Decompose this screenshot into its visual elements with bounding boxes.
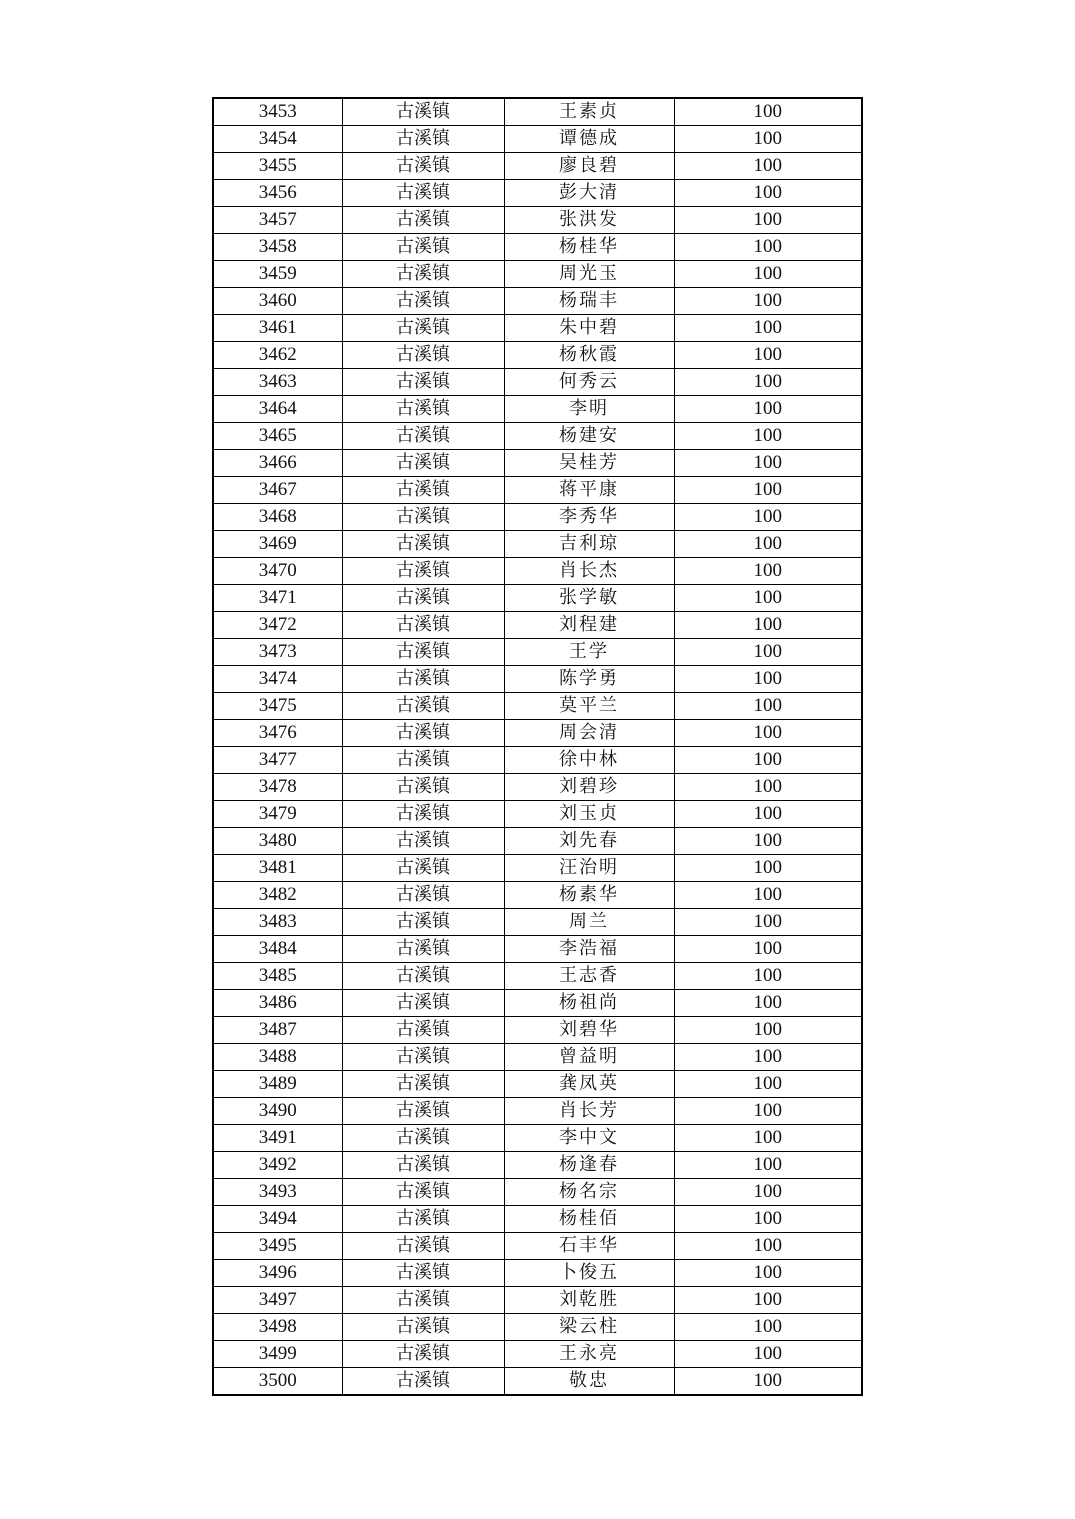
cell-person-name: 徐中林 — [504, 747, 674, 774]
cell-amount: 100 — [674, 1044, 862, 1071]
cell-amount: 100 — [674, 585, 862, 612]
cell-amount: 100 — [674, 747, 862, 774]
cell-serial-number: 3469 — [213, 531, 342, 558]
cell-town: 古溪镇 — [342, 1179, 504, 1206]
cell-person-name: 王学 — [504, 639, 674, 666]
cell-town: 古溪镇 — [342, 639, 504, 666]
table-row — [213, 801, 862, 828]
cell-person-name: 陈学勇 — [504, 666, 674, 693]
cell-serial-number: 3491 — [213, 1125, 342, 1152]
cell-amount: 100 — [674, 98, 862, 126]
cell-serial-number: 3456 — [213, 180, 342, 207]
cell-person-name: 张学敏 — [504, 585, 674, 612]
cell-town: 古溪镇 — [342, 477, 504, 504]
cell-amount: 100 — [674, 1233, 862, 1260]
cell-amount: 100 — [674, 477, 862, 504]
table-row — [213, 963, 862, 990]
cell-person-name: 杨逢春 — [504, 1152, 674, 1179]
cell-amount: 100 — [674, 396, 862, 423]
cell-person-name: 周兰 — [504, 909, 674, 936]
cell-serial-number: 3473 — [213, 639, 342, 666]
cell-person-name: 周会清 — [504, 720, 674, 747]
table-row — [213, 1341, 862, 1368]
table-row — [213, 288, 862, 315]
table-row — [213, 126, 862, 153]
cell-amount: 100 — [674, 936, 862, 963]
cell-amount: 100 — [674, 1260, 862, 1287]
cell-person-name: 刘乾胜 — [504, 1287, 674, 1314]
cell-person-name: 杨建安 — [504, 423, 674, 450]
cell-town: 古溪镇 — [342, 1260, 504, 1287]
cell-town: 古溪镇 — [342, 531, 504, 558]
cell-town: 古溪镇 — [342, 1206, 504, 1233]
cell-person-name: 杨素华 — [504, 882, 674, 909]
cell-serial-number: 3460 — [213, 288, 342, 315]
cell-amount: 100 — [674, 288, 862, 315]
cell-serial-number: 3500 — [213, 1368, 342, 1396]
cell-person-name: 蒋平康 — [504, 477, 674, 504]
cell-town: 古溪镇 — [342, 666, 504, 693]
cell-amount: 100 — [674, 180, 862, 207]
table-row — [213, 450, 862, 477]
cell-amount: 100 — [674, 666, 862, 693]
cell-person-name: 朱中碧 — [504, 315, 674, 342]
cell-person-name: 刘先春 — [504, 828, 674, 855]
cell-town: 古溪镇 — [342, 180, 504, 207]
cell-person-name: 李秀华 — [504, 504, 674, 531]
cell-town: 古溪镇 — [342, 963, 504, 990]
cell-amount: 100 — [674, 1287, 862, 1314]
cell-serial-number: 3468 — [213, 504, 342, 531]
table-row — [213, 1044, 862, 1071]
cell-person-name: 莫平兰 — [504, 693, 674, 720]
cell-amount: 100 — [674, 504, 862, 531]
cell-serial-number: 3482 — [213, 882, 342, 909]
cell-person-name: 杨桂佰 — [504, 1206, 674, 1233]
cell-person-name: 廖良碧 — [504, 153, 674, 180]
cell-serial-number: 3462 — [213, 342, 342, 369]
cell-serial-number: 3486 — [213, 990, 342, 1017]
table-row — [213, 828, 862, 855]
cell-serial-number: 3488 — [213, 1044, 342, 1071]
cell-person-name: 李明 — [504, 396, 674, 423]
cell-serial-number: 3474 — [213, 666, 342, 693]
cell-town: 古溪镇 — [342, 423, 504, 450]
cell-serial-number: 3487 — [213, 1017, 342, 1044]
cell-serial-number: 3495 — [213, 1233, 342, 1260]
cell-town: 古溪镇 — [342, 126, 504, 153]
cell-town: 古溪镇 — [342, 288, 504, 315]
cell-serial-number: 3497 — [213, 1287, 342, 1314]
cell-person-name: 李浩福 — [504, 936, 674, 963]
cell-serial-number: 3454 — [213, 126, 342, 153]
table-row — [213, 720, 862, 747]
cell-serial-number: 3466 — [213, 450, 342, 477]
cell-serial-number: 3461 — [213, 315, 342, 342]
table-row — [213, 1125, 862, 1152]
table-row — [213, 585, 862, 612]
cell-amount: 100 — [674, 1125, 862, 1152]
cell-serial-number: 3489 — [213, 1071, 342, 1098]
cell-person-name: 龚凤英 — [504, 1071, 674, 1098]
table-row — [213, 666, 862, 693]
cell-town: 古溪镇 — [342, 585, 504, 612]
cell-serial-number: 3492 — [213, 1152, 342, 1179]
cell-town: 古溪镇 — [342, 855, 504, 882]
cell-person-name: 王素贞 — [504, 98, 674, 126]
cell-amount: 100 — [674, 693, 862, 720]
table-row — [213, 558, 862, 585]
cell-amount: 100 — [674, 1206, 862, 1233]
cell-serial-number: 3457 — [213, 207, 342, 234]
cell-person-name: 吴桂芳 — [504, 450, 674, 477]
cell-serial-number: 3459 — [213, 261, 342, 288]
cell-person-name: 杨瑞丰 — [504, 288, 674, 315]
table-row — [213, 153, 862, 180]
cell-person-name: 曾益明 — [504, 1044, 674, 1071]
table-row — [213, 207, 862, 234]
table-row — [213, 639, 862, 666]
cell-amount: 100 — [674, 828, 862, 855]
cell-town: 古溪镇 — [342, 234, 504, 261]
cell-town: 古溪镇 — [342, 558, 504, 585]
cell-town: 古溪镇 — [342, 369, 504, 396]
table-row — [213, 855, 862, 882]
cell-amount: 100 — [674, 450, 862, 477]
cell-serial-number: 3477 — [213, 747, 342, 774]
cell-town: 古溪镇 — [342, 747, 504, 774]
cell-person-name: 石丰华 — [504, 1233, 674, 1260]
cell-person-name: 刘玉贞 — [504, 801, 674, 828]
cell-person-name: 杨秋霞 — [504, 342, 674, 369]
table-row — [213, 1017, 862, 1044]
cell-town: 古溪镇 — [342, 207, 504, 234]
cell-town: 古溪镇 — [342, 342, 504, 369]
table-row — [213, 990, 862, 1017]
cell-person-name: 杨名宗 — [504, 1179, 674, 1206]
cell-serial-number: 3470 — [213, 558, 342, 585]
cell-amount: 100 — [674, 963, 862, 990]
table-row — [213, 1260, 862, 1287]
cell-serial-number: 3494 — [213, 1206, 342, 1233]
cell-person-name: 李中文 — [504, 1125, 674, 1152]
cell-amount: 100 — [674, 990, 862, 1017]
cell-town: 古溪镇 — [342, 1071, 504, 1098]
table-row — [213, 774, 862, 801]
table-row — [213, 98, 862, 126]
table-row — [213, 1368, 862, 1396]
table-row — [213, 315, 862, 342]
cell-amount: 100 — [674, 1152, 862, 1179]
cell-serial-number: 3484 — [213, 936, 342, 963]
cell-amount: 100 — [674, 207, 862, 234]
table-row — [213, 261, 862, 288]
cell-person-name: 彭大清 — [504, 180, 674, 207]
cell-serial-number: 3490 — [213, 1098, 342, 1125]
cell-town: 古溪镇 — [342, 1314, 504, 1341]
cell-person-name: 卜俊五 — [504, 1260, 674, 1287]
cell-town: 古溪镇 — [342, 450, 504, 477]
table-row — [213, 1287, 862, 1314]
table-row — [213, 180, 862, 207]
cell-person-name: 何秀云 — [504, 369, 674, 396]
cell-amount: 100 — [674, 909, 862, 936]
cell-amount: 100 — [674, 234, 862, 261]
cell-serial-number: 3465 — [213, 423, 342, 450]
table-row — [213, 1314, 862, 1341]
cell-amount: 100 — [674, 342, 862, 369]
cell-town: 古溪镇 — [342, 693, 504, 720]
cell-town: 古溪镇 — [342, 1125, 504, 1152]
cell-amount: 100 — [674, 558, 862, 585]
cell-town: 古溪镇 — [342, 396, 504, 423]
cell-person-name: 吉利琼 — [504, 531, 674, 558]
cell-amount: 100 — [674, 315, 862, 342]
cell-serial-number: 3481 — [213, 855, 342, 882]
cell-serial-number: 3471 — [213, 585, 342, 612]
cell-amount: 100 — [674, 1098, 862, 1125]
cell-person-name: 刘碧华 — [504, 1017, 674, 1044]
table-row — [213, 1179, 862, 1206]
table-row — [213, 504, 862, 531]
cell-amount: 100 — [674, 612, 862, 639]
table-row — [213, 342, 862, 369]
cell-amount: 100 — [674, 774, 862, 801]
cell-serial-number: 3493 — [213, 1179, 342, 1206]
table-row — [213, 612, 862, 639]
cell-town: 古溪镇 — [342, 882, 504, 909]
table-row — [213, 1233, 862, 1260]
cell-town: 古溪镇 — [342, 1044, 504, 1071]
cell-town: 古溪镇 — [342, 774, 504, 801]
cell-serial-number: 3480 — [213, 828, 342, 855]
table-row — [213, 909, 862, 936]
table-row — [213, 1071, 862, 1098]
cell-serial-number: 3478 — [213, 774, 342, 801]
table-row — [213, 531, 862, 558]
cell-amount: 100 — [674, 639, 862, 666]
cell-town: 古溪镇 — [342, 612, 504, 639]
table-row — [213, 1206, 862, 1233]
cell-town: 古溪镇 — [342, 801, 504, 828]
cell-town: 古溪镇 — [342, 504, 504, 531]
table-row — [213, 1152, 862, 1179]
cell-person-name: 周光玉 — [504, 261, 674, 288]
cell-serial-number: 3498 — [213, 1314, 342, 1341]
table-row — [213, 1098, 862, 1125]
cell-person-name: 梁云柱 — [504, 1314, 674, 1341]
cell-person-name: 杨祖尚 — [504, 990, 674, 1017]
table-row — [213, 396, 862, 423]
cell-town: 古溪镇 — [342, 1287, 504, 1314]
cell-serial-number: 3464 — [213, 396, 342, 423]
cell-amount: 100 — [674, 423, 862, 450]
subsidy-roster-table — [212, 97, 863, 1396]
cell-town: 古溪镇 — [342, 1017, 504, 1044]
cell-serial-number: 3479 — [213, 801, 342, 828]
cell-amount: 100 — [674, 1341, 862, 1368]
cell-person-name: 杨桂华 — [504, 234, 674, 261]
roster-table-body — [213, 98, 862, 1395]
cell-town: 古溪镇 — [342, 98, 504, 126]
cell-amount: 100 — [674, 1314, 862, 1341]
cell-serial-number: 3485 — [213, 963, 342, 990]
cell-serial-number: 3467 — [213, 477, 342, 504]
cell-serial-number: 3483 — [213, 909, 342, 936]
cell-person-name: 刘碧珍 — [504, 774, 674, 801]
cell-amount: 100 — [674, 531, 862, 558]
cell-town: 古溪镇 — [342, 909, 504, 936]
cell-person-name: 汪治明 — [504, 855, 674, 882]
cell-person-name: 刘程建 — [504, 612, 674, 639]
cell-person-name: 肖长芳 — [504, 1098, 674, 1125]
table-row — [213, 693, 862, 720]
table-row — [213, 477, 862, 504]
table-row — [213, 936, 862, 963]
cell-serial-number: 3475 — [213, 693, 342, 720]
table-row — [213, 423, 862, 450]
cell-town: 古溪镇 — [342, 1098, 504, 1125]
cell-serial-number: 3455 — [213, 153, 342, 180]
cell-amount: 100 — [674, 1017, 862, 1044]
cell-town: 古溪镇 — [342, 1233, 504, 1260]
cell-person-name: 敬忠 — [504, 1368, 674, 1396]
cell-serial-number: 3496 — [213, 1260, 342, 1287]
cell-town: 古溪镇 — [342, 828, 504, 855]
cell-person-name: 谭德成 — [504, 126, 674, 153]
cell-town: 古溪镇 — [342, 153, 504, 180]
cell-town: 古溪镇 — [342, 261, 504, 288]
cell-amount: 100 — [674, 153, 862, 180]
cell-amount: 100 — [674, 855, 862, 882]
cell-serial-number: 3453 — [213, 98, 342, 126]
cell-serial-number: 3499 — [213, 1341, 342, 1368]
cell-amount: 100 — [674, 369, 862, 396]
table-row — [213, 234, 862, 261]
cell-town: 古溪镇 — [342, 936, 504, 963]
cell-town: 古溪镇 — [342, 720, 504, 747]
cell-amount: 100 — [674, 720, 862, 747]
table-row — [213, 369, 862, 396]
cell-serial-number: 3472 — [213, 612, 342, 639]
cell-amount: 100 — [674, 801, 862, 828]
cell-amount: 100 — [674, 1368, 862, 1396]
cell-amount: 100 — [674, 126, 862, 153]
cell-person-name: 肖长杰 — [504, 558, 674, 585]
cell-town: 古溪镇 — [342, 990, 504, 1017]
cell-amount: 100 — [674, 1179, 862, 1206]
cell-person-name: 王志香 — [504, 963, 674, 990]
cell-amount: 100 — [674, 882, 862, 909]
cell-amount: 100 — [674, 261, 862, 288]
cell-town: 古溪镇 — [342, 315, 504, 342]
cell-amount: 100 — [674, 1071, 862, 1098]
cell-town: 古溪镇 — [342, 1368, 504, 1396]
cell-person-name: 王永亮 — [504, 1341, 674, 1368]
cell-serial-number: 3458 — [213, 234, 342, 261]
cell-serial-number: 3476 — [213, 720, 342, 747]
table-row — [213, 747, 862, 774]
cell-person-name: 张洪发 — [504, 207, 674, 234]
cell-town: 古溪镇 — [342, 1341, 504, 1368]
table-row — [213, 882, 862, 909]
cell-serial-number: 3463 — [213, 369, 342, 396]
cell-town: 古溪镇 — [342, 1152, 504, 1179]
